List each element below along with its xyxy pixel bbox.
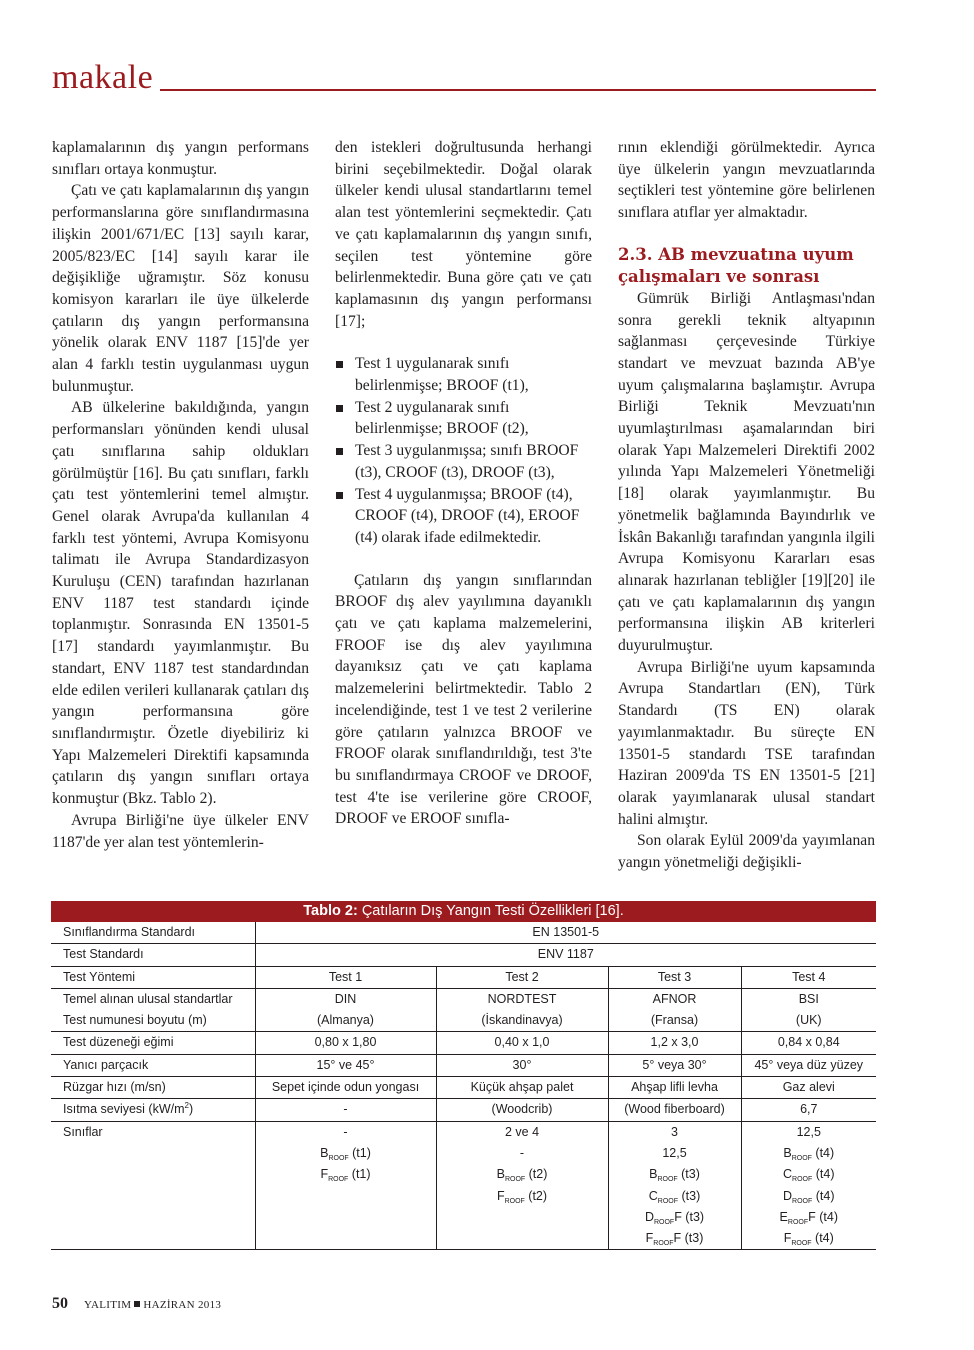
table-row bbox=[51, 988, 876, 1010]
table-cell: EN 13501-5 bbox=[255, 922, 876, 944]
row-label: Test numunesi boyutu (m) bbox=[51, 1010, 255, 1032]
paragraph: Avrupa Birliği'ne uyum kapsamında Avrupa Standartları (EN), Türk Standardı (TS EN) olarak yayımlanmaktadır. Bu süreçte EN 13501-5 standardı TSE tarafından Haziran 2009'da TS EN 13501-5 [21] olarak yayımlanarak ulusal standart halini almıştır. bbox=[618, 658, 875, 828]
table-row bbox=[51, 922, 876, 944]
page-footer bbox=[52, 1295, 221, 1313]
table-cell: Test 4 bbox=[741, 966, 876, 988]
table-row bbox=[51, 966, 876, 988]
table-cell: (Woodcrib) bbox=[436, 1099, 608, 1121]
table-row bbox=[51, 1032, 876, 1054]
table-caption bbox=[51, 901, 876, 922]
class-entry: $B_{ROOF}$ (t3) bbox=[649, 1167, 700, 1184]
table-row bbox=[51, 1010, 876, 1032]
table-row bbox=[51, 1054, 876, 1076]
classes-cell bbox=[255, 1121, 436, 1250]
list-item bbox=[335, 484, 592, 549]
page-header bbox=[52, 58, 876, 98]
issue-date: HAZİRAN 2013 bbox=[143, 1299, 222, 1311]
row-label: Isıtma seviyesi $(kW/m^2)$ bbox=[51, 1099, 255, 1121]
class-entry: 12,5 bbox=[796, 1124, 821, 1139]
table-row bbox=[51, 1077, 876, 1099]
caption-text: Çatıların Dış Yangın Testi Özellikleri [16]. bbox=[361, 903, 624, 919]
paragraph: den istekleri doğrultusunda herhangi birini seçebilmektedir. Doğal olarak ülkeler kendi ulusal standartlarını temel alan test yöntemlerini seçmektedir. Çatı ve çatı kaplamalarının dış yangın sınıfı, seçilen test yöntemine göre belirlenmektedir. Buna göre çatı ve çatı kaplamasının dış yangın performansı [17]; bbox=[335, 139, 592, 330]
class-entry: $D_{ROOF}$ (t4) bbox=[783, 1188, 835, 1205]
magazine-name: YALITIM bbox=[84, 1299, 132, 1311]
bullet-square-icon bbox=[336, 405, 343, 412]
table-cell: 6,7 bbox=[741, 1099, 876, 1121]
table-cell: AFNOR bbox=[608, 988, 741, 1010]
table-2 bbox=[51, 901, 876, 1250]
column-3 bbox=[618, 137, 875, 874]
table-cell: Test 3 bbox=[608, 966, 741, 988]
classes-cell bbox=[436, 1121, 608, 1250]
bullet-square-icon bbox=[336, 448, 343, 455]
section-heading: 2.3. AB mevzuatına uyum çalışmaları ve sonrası bbox=[618, 244, 854, 286]
class-entry: $F_{ROOF}$ (t1) bbox=[320, 1167, 371, 1184]
column-2 bbox=[335, 137, 592, 830]
column-1 bbox=[52, 137, 309, 853]
table-cell: Test 1 bbox=[255, 966, 436, 988]
class-entry: $B_{ROOF}$ (t1) bbox=[320, 1145, 371, 1162]
table-row bbox=[51, 944, 876, 966]
row-label: Sınıflandırma Standardı bbox=[51, 922, 255, 944]
class-entry: $F_{ROOF}$ (t4) bbox=[783, 1231, 834, 1248]
header-rule bbox=[160, 89, 876, 91]
section-label: makale bbox=[52, 59, 154, 96]
bullet-square-icon bbox=[336, 361, 343, 368]
table-cell: 0,84 x 0,84 bbox=[741, 1032, 876, 1054]
class-entry: $F_{ROOF}$ (t2) bbox=[496, 1188, 548, 1205]
paragraph: Avrupa Birliği'ne üye ülkeler ENV 1187'de yer alan test yöntemlerin- bbox=[52, 811, 309, 851]
row-label: Temel alınan ulusal standartlar bbox=[63, 991, 233, 1006]
paragraph: Çatıların dış yangın sınıflarından BROOF dış alev yayılımına dayanıklı çatı ve çatı kaplama malzemelerini, FROOF ise dış alev yayılımına dayanıksız çatı ve çatı kaplama malzemelerini belirtmektedir. Tablo 2 incelendiğinde, test 1 ve test 2 verilerine göre çatıların yalnızca BROOF ve FROOF olarak sınıflandırıldığı, test 3'te bu sınıflandırmaya CROOF ve DROOF, test 4'te ise verilerine göre CROOF, DROOF ve EROOF sınıfla- bbox=[335, 571, 592, 828]
table-cell: Sepet içinde odun yongası bbox=[255, 1077, 436, 1099]
table-cell: ENV 1187 bbox=[255, 944, 876, 966]
class-entry: 3 bbox=[671, 1124, 678, 1139]
class-entry: 12,5 bbox=[662, 1145, 687, 1160]
class-entry: $D_{ROOF}F$ (t3) bbox=[644, 1209, 705, 1226]
paragraph: Son olarak Eylül 2009'da yayımlanan yangın yönetmeliği değişikli- bbox=[618, 832, 875, 872]
table-body bbox=[51, 922, 876, 1250]
row-label: Test düzeneği eğimi bbox=[51, 1032, 255, 1054]
row-label: Test Yöntemi bbox=[51, 966, 255, 988]
class-entry: $E_{ROOF}F$ (t4) bbox=[779, 1209, 838, 1226]
table-cell: 45° veya düz yüzey bbox=[741, 1054, 876, 1076]
page-number: 50 bbox=[52, 1295, 68, 1312]
row-label: Rüzgar hızı (m/sn) bbox=[51, 1077, 255, 1099]
paragraph: rının eklendiği görülmektedir. Ayrıca üye ülkelerin yangın mevzuatlarında seçtikleri test yöntemine göre belirlenen sınıflara atıflar yer almaktadır. bbox=[618, 139, 875, 222]
table-cell: Küçük ahşap palet bbox=[436, 1077, 608, 1099]
row-label: Sınıflar bbox=[51, 1121, 255, 1250]
table-cell: (UK) bbox=[741, 1010, 876, 1032]
bullet-list bbox=[335, 353, 592, 548]
class-entry: - bbox=[519, 1145, 525, 1160]
list-item-text: Test 4 uygulanmışsa; BROOF (t4), CROOF (t4), DROOF (t4), EROOF (t4) olarak ifade edilmektedir. bbox=[355, 485, 580, 546]
list-item-text: Test 1 uygulanarak sınıfı belirlenmişse; BROOF (t1), bbox=[355, 355, 529, 395]
classes-cell bbox=[608, 1121, 741, 1250]
table-cell: DIN bbox=[255, 988, 436, 1010]
table-cell: (İskandinavya) bbox=[436, 1010, 608, 1032]
paragraph: kaplamalarının dış yangın performans sınıfları ortaya konmuştur. bbox=[52, 139, 309, 178]
caption-label: Tablo 2: bbox=[303, 903, 358, 919]
classes-cell bbox=[741, 1121, 876, 1250]
table-cell: (Almanya) bbox=[255, 1010, 436, 1032]
table-cell: (Fransa) bbox=[608, 1010, 741, 1032]
table-cell: 15° ve 45° bbox=[255, 1054, 436, 1076]
table-cell: (Wood fiberboard) bbox=[608, 1099, 741, 1121]
class-entry: $C_{ROOF}$ (t3) bbox=[648, 1188, 701, 1205]
class-entry: $B_{ROOF}$ (t2) bbox=[496, 1167, 548, 1184]
row-label: Yanıcı parçacık bbox=[51, 1054, 255, 1076]
bullet-square-icon bbox=[336, 492, 343, 499]
table-cell: 0,80 x 1,80 bbox=[255, 1032, 436, 1054]
class-entry: 2 ve 4 bbox=[504, 1124, 540, 1139]
table-cell: 5° veya 30° bbox=[608, 1054, 741, 1076]
table-cell: 1,2 x 3,0 bbox=[608, 1032, 741, 1054]
list-item-text: Test 3 uygulanmışsa; sınıfı BROOF (t3), CROOF (t3), DROOF (t3), bbox=[355, 442, 579, 481]
separator-square-icon bbox=[134, 1301, 140, 1307]
list-item bbox=[335, 440, 592, 483]
table-row-classes bbox=[51, 1121, 876, 1250]
table-cell: Ahşap lifli levha bbox=[608, 1077, 741, 1099]
class-entry: $B_{ROOF}$ (t4) bbox=[783, 1145, 835, 1162]
table-row bbox=[51, 1099, 876, 1121]
class-entry: $F_{ROOF}F$ (t3) bbox=[645, 1231, 704, 1248]
class-entry: - bbox=[343, 1124, 348, 1139]
list-item bbox=[335, 397, 592, 440]
class-entry: $C_{ROOF}$ (t4) bbox=[783, 1167, 835, 1184]
table-cell: BSI bbox=[741, 988, 876, 1010]
table-cell: NORDTEST bbox=[436, 988, 608, 1010]
table-cell: - bbox=[255, 1099, 436, 1121]
table-cell: Gaz alevi bbox=[741, 1077, 876, 1099]
table-cell: 0,40 x 1,0 bbox=[436, 1032, 608, 1054]
table-cell: 30° bbox=[436, 1054, 608, 1076]
list-item-text: Test 2 uygulanarak sınıfı belirlenmişse; BROOF (t2), bbox=[355, 398, 529, 438]
row-label: Test Standardı bbox=[51, 944, 255, 966]
list-item bbox=[335, 353, 592, 396]
paragraph: Gümrük Birliği Antlaşması'ndan sonra gerekli teknik altyapının sağlanması çerçevesinde Türkiye standart ve mevzuat bazında AB'ye uyum çalışmalarına başlamıştır. Avrupa Birliği Teknik Mevzuatı'nın uyumlaştırılması aşamalarından biri olarak Yapı Malzemeleri Direktifi 2002 yılında Yapı Malzemeleri Yönetmeliği [18] olarak yayımlanmıştır. Bu yönetmelik bağlamında Bayındırlık ve İskân Bakanlığı tarafından yangınla ilgili Avrupa Komisyonu Kararları esas alınarak hazırlanan tebliğler [19][20] ile çatı ve çatı kaplamalarının dış yangın performansına ilişkin AB kriterleri duyurulmuştur. bbox=[618, 289, 875, 655]
paragraph: AB ülkelerine bakıldığında, yangın performansları yönünden kendi ulusal çatı sınıflarına sahip oldukları görülmüştür [16]. Bu çatı sınıfları, farklı çatı test yöntemlerini temel almıştır. Genel olarak Avrupa'da kullanılan 4 farklı test yöntemi, Avrupa Komisyonu talimatı ile Avrupa Standardizasyon Kuruluşu (CEN) tarafından hazırlanan ENV 1187 test standardı içinde toplanmıştır. Sonrasında EN 13501-5 [17] standardı yayımlanmıştır. Bu standart, ENV 1187 test standardından elde edilen verileri kullanarak çatıları dış yangın performansına göre sınıflandırmıştır. Özetle diyebiliriz ki Yapı Malzemeleri Direktifi kapsamında çatıların dış yangın sınıfları ortaya konmuştur (Bkz. Tablo 2). bbox=[52, 399, 309, 808]
paragraph: Çatı ve çatı kaplamalarının dış yangın performanslarına göre sınıflandırmasına ilişkin 2001/671/EC [13] sayılı karar, 2005/823/EC [14] sayılı karar ile değişikliğe uğramıştır. Söz konusu komisyon kararları ile üye ülkelerde çatıların dış yangın performansına yönelik olarak ENV 1187 [15]'de yer alan 4 farklı testin uygulanması uygun bulunmuştur. bbox=[52, 182, 309, 395]
table-cell: Test 2 bbox=[436, 966, 608, 988]
